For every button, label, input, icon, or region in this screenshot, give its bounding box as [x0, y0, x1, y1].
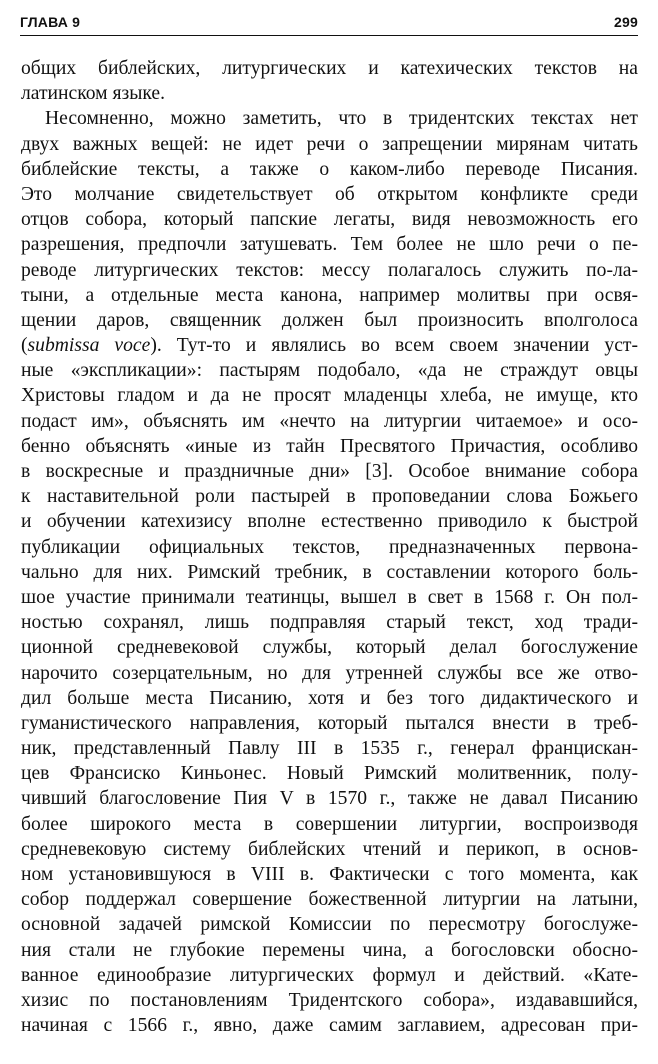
text-line: чивший благословение Пия V в 1570 г., также не давал Писанию: [21, 788, 638, 810]
text-line: латинском языке.: [21, 83, 165, 105]
text-line: гуманистического направления, который пытался внести в треб-: [21, 712, 638, 734]
text-line: двух важных вещей: не идет речи о запрещении мирянам читать: [21, 133, 638, 155]
text-line: ном установившуюся в VIII в. Фактически с того момента, как: [21, 864, 638, 885]
text-line: Несомненно, можно заметить, что в тридентских текстах нет: [45, 108, 638, 130]
text-line: Это молчание свидетельствует об открытом конфликте среди: [21, 183, 638, 205]
text-line: в воскресные и праздничные дни» [3]. Особое внимание собора: [21, 461, 638, 482]
text-line: хизис по постановлениям Тридентского собора», издававшийся,: [21, 989, 638, 1011]
text-line: ния стали не глубокие перемены чина, а богословски обосно-: [21, 939, 638, 961]
paragraph: [21, 56, 638, 106]
text-line: библейские тексты, а также о каком-либо переводе Писания.: [21, 158, 638, 180]
text-line: к наставительной роли пастырей в проповедании слова Божьего: [21, 486, 638, 508]
italic-phrase: submissa voce: [27, 335, 151, 357]
page-number: 299: [614, 14, 638, 30]
text-line: ностью сохранял, лишь подправляя старый текст, ход тради-: [21, 612, 638, 634]
text-line: бенно объяснять «иные из тайн Пресвятого Причастия, особливо: [21, 435, 638, 457]
text-line: основной задачей римской Комиссии по пересмотру богослуже-: [21, 914, 638, 936]
header-rule: [20, 35, 638, 36]
paragraph: [21, 106, 638, 1038]
text-line: ционной средневековой службы, который делал богослужение: [21, 637, 638, 659]
text-line: щении даров, священник должен был произносить вполголоса: [21, 309, 638, 331]
text-line: ванное единообразие литургических формул и действий. «Кате-: [21, 964, 638, 986]
text-line: собор поддержал совершение божественной литургии на латыни,: [21, 889, 638, 911]
text-line: общих библейских, литургических и катехических текстов на: [21, 58, 638, 79]
body-text: [21, 56, 638, 1038]
running-head: [20, 10, 640, 36]
text-line: реводе литургических текстов: мессу полагалось служить по-ла-: [21, 259, 638, 281]
text-line: и обучении катехизису вполне естественно приводило к быстрой: [21, 511, 638, 533]
text-run: (: [21, 335, 28, 357]
text-line: [21, 333, 638, 358]
text-line: подаст им», объяснять им «нечто на литургии читаемое» и осо-: [21, 410, 638, 432]
text-line: ные «экспликации»: пастырям подобало, «да не страждут овцы: [21, 360, 638, 382]
text-line: цев Франсиско Киньонес. Новый Римский молитвенник, полу-: [21, 763, 638, 785]
text-line: дил больше места Писанию, хотя и без того дидактического и: [21, 687, 638, 709]
text-run: ). Тут-то и являлись во всем своем значении уст-: [150, 335, 638, 357]
chapter-label: ГЛАВА 9: [20, 14, 81, 30]
text-line: ник, представленный Павлу III в 1535 г., генерал францискан-: [21, 738, 638, 760]
text-line: нарочито созерцательным, но для утренней службы все же отво-: [21, 662, 638, 684]
text-line: отцов собора, который папские легаты, видя невозможность его: [21, 209, 638, 231]
text-line: Христовы гладом и да не просят младенцы хлеба, не имуще, кто: [21, 385, 638, 407]
text-line: чально для них. Римский требник, в составлении которого боль-: [21, 561, 638, 583]
text-line: средневековую систему библейских чтений и перикоп, в основ-: [21, 838, 638, 860]
text-line: тыни, а отдельные места канона, например молитвы при освя-: [21, 284, 638, 306]
text-line: начиная с 1566 г., явно, даже самим заглавием, адресован при-: [21, 1015, 638, 1037]
text-line: разрешения, предпочли затушевать. Тем более не шло речи о пе-: [21, 234, 638, 256]
text-line: более широкого места в совершении литургии, воспроизводя: [21, 813, 638, 835]
text-line: шое участие принимали театинцы, вышел в свет в 1568 г. Он пол-: [21, 586, 638, 608]
text-line: публикации официальных текстов, предназначенных первона-: [21, 536, 638, 558]
